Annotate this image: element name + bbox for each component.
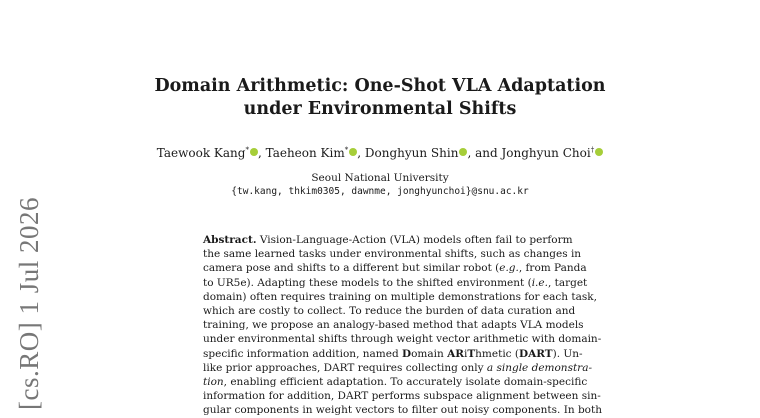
abstract-line: gular components in weight vectors to filter out noisy components. In both — [203, 404, 602, 417]
title-line: under Environmental Shifts — [243, 99, 517, 119]
author-emails[interactable]: {tw.kang, thkim0305, dawnme, jonghyunchoi}@snu.ac.kr — [231, 186, 529, 197]
abstract-line: under environmental shifts through weight vector arithmetic with domain- — [203, 333, 602, 346]
abstract-line: the same learned tasks under environmental shifts, such as changes in — [203, 248, 582, 261]
orcid-icon[interactable] — [595, 148, 603, 156]
abstract-line: camera pose and shifts to a different but similar robot (e.g., from Panda — [203, 262, 587, 275]
abstract-line: specific information addition, named Domain ARiThmetic (DART). Un- — [203, 347, 583, 360]
arxiv-identifier-stamp: [cs.RO] 1 Jul 2026 — [14, 197, 44, 410]
abstract-line: like prior approaches, DART requires collecting only a single demonstra- — [203, 361, 593, 374]
abstract-line: information for addition, DART performs subspace alignment between sin- — [203, 390, 601, 403]
author: Taewook Kang* , — [156, 146, 262, 160]
affiliation: Seoul National University — [311, 172, 449, 184]
affiliation-block — [0, 171, 760, 199]
abstract-line: training, we propose an analogy-based method that adapts VLA models — [203, 319, 584, 332]
abstract-line: domain) often requires training on multiple demonstrations for each task, — [203, 290, 597, 303]
author: Taeheon Kim* , — [265, 146, 362, 160]
abstract-label: Abstract. — [203, 234, 257, 246]
title-line: Domain Arithmetic: One-Shot VLA Adaptation — [154, 76, 606, 96]
author: and Jonghyun Choi† — [475, 146, 603, 160]
abstract-line: tion, enabling efficient adaptation. To accurately isolate domain-specific — [203, 376, 588, 389]
abstract-line: Abstract. Vision-Language-Action (VLA) models often fail to perform — [203, 234, 573, 246]
abstract — [203, 233, 602, 418]
paper-title — [0, 75, 760, 121]
orcid-icon[interactable] — [250, 148, 258, 156]
author: Donghyun Shin , — [364, 146, 472, 160]
abstract-line: to UR5e). Adapting these models to the shifted environment (i.e., target — [203, 276, 588, 289]
author-list — [0, 146, 760, 160]
abstract-line: which are costly to collect. To reduce the burden of data curation and — [203, 305, 576, 318]
